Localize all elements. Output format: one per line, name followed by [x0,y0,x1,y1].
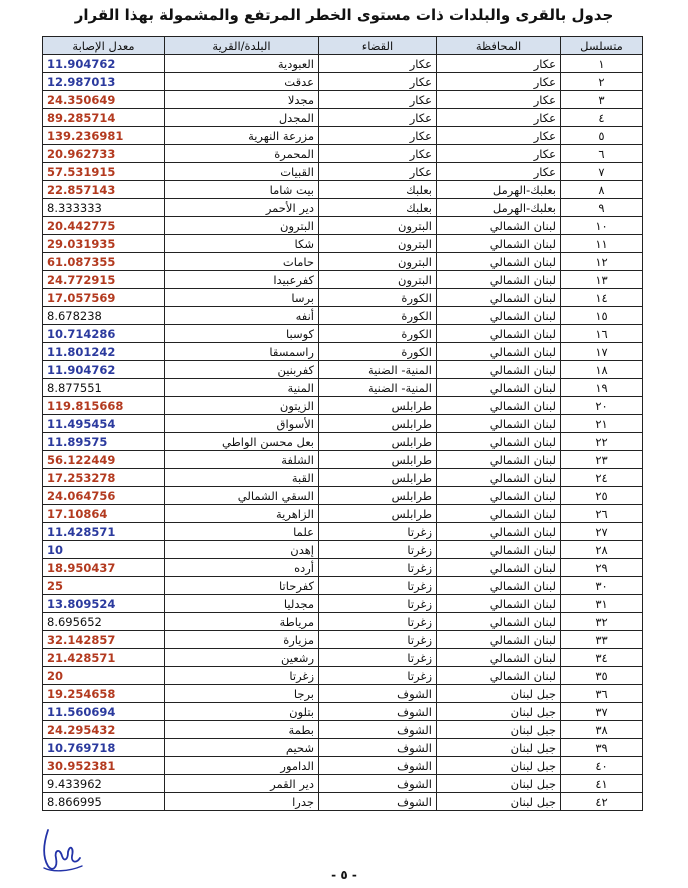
infection-rate-cell: 11.89575 [43,433,165,451]
qada-cell: طرابلس [319,505,437,523]
town-cell: كوسبا [165,325,319,343]
qada-cell: الشوف [319,793,437,811]
governorate-cell: عكار [437,163,561,181]
infection-rate-cell: 29.031935 [43,235,165,253]
qada-cell: طرابلس [319,487,437,505]
qada-cell: البترون [319,217,437,235]
governorate-cell: عكار [437,91,561,109]
qada-cell: طرابلس [319,433,437,451]
table-row [43,379,643,397]
table-row [43,235,643,253]
town-cell: عدقت [165,73,319,91]
town-cell: دير الأحمر [165,199,319,217]
infection-rate-cell: 17.253278 [43,469,165,487]
table-row [43,667,643,685]
table-row [43,127,643,145]
serial-cell: ٣٠ [561,577,643,595]
table-row [43,307,643,325]
table-row [43,505,643,523]
town-cell: مزيارة [165,631,319,649]
qada-cell: الشوف [319,703,437,721]
town-cell: المنية [165,379,319,397]
governorate-cell: لبنان الشمالي [437,235,561,253]
serial-cell: ٢٠ [561,397,643,415]
town-cell: دير القمر [165,775,319,793]
table-row [43,433,643,451]
qada-cell: البترون [319,271,437,289]
infection-rate-cell: 11.904762 [43,361,165,379]
qada-cell: عكار [319,73,437,91]
infection-rate-cell: 8.877551 [43,379,165,397]
table-row [43,721,643,739]
serial-cell: ٢٥ [561,487,643,505]
infection-rate-cell: 11.801242 [43,343,165,361]
town-cell: القبيات [165,163,319,181]
infection-rate-cell: 24.064756 [43,487,165,505]
table-row [43,415,643,433]
infection-rate-cell: 24.295432 [43,721,165,739]
qada-cell: زغرتا [319,595,437,613]
serial-cell: ٢٦ [561,505,643,523]
town-cell: برجا [165,685,319,703]
governorate-cell: عكار [437,73,561,91]
town-cell: كفرحاتا [165,577,319,595]
governorate-cell: عكار [437,127,561,145]
table-row [43,397,643,415]
qada-cell: زغرتا [319,649,437,667]
town-cell: مزرعة النهرية [165,127,319,145]
serial-cell: ٨ [561,181,643,199]
serial-cell: ٥ [561,127,643,145]
infection-rate-cell: 18.950437 [43,559,165,577]
infection-rate-cell: 119.815668 [43,397,165,415]
serial-cell: ٢٧ [561,523,643,541]
qada-cell: زغرتا [319,523,437,541]
qada-cell: الكورة [319,325,437,343]
town-cell: الشلفة [165,451,319,469]
serial-cell: ١٧ [561,343,643,361]
infection-rate-cell: 89.285714 [43,109,165,127]
qada-cell: المنية- الضنية [319,379,437,397]
table-row [43,613,643,631]
page-number: - ٥ - [331,868,357,882]
governorate-cell: لبنان الشمالي [437,307,561,325]
serial-cell: ٢٢ [561,433,643,451]
serial-cell: ١٢ [561,253,643,271]
page-title: جدول بالقرى والبلدات ذات مستوى الخطر المرتفع والمشمولة بهذا القرار [74,6,614,24]
infection-rate-cell: 17.057569 [43,289,165,307]
infection-rate-cell: 139.236981 [43,127,165,145]
header-qada: القضاء [319,37,437,55]
town-cell: زغرتا [165,667,319,685]
governorate-cell: لبنان الشمالي [437,325,561,343]
qada-cell: البترون [319,235,437,253]
governorate-cell: جبل لبنان [437,703,561,721]
governorate-cell: لبنان الشمالي [437,343,561,361]
qada-cell: زغرتا [319,559,437,577]
town-cell: أنفه [165,307,319,325]
table-row [43,73,643,91]
qada-cell: زغرتا [319,631,437,649]
serial-cell: ٣٢ [561,613,643,631]
town-cell: الزاهرية [165,505,319,523]
governorate-cell: عكار [437,109,561,127]
qada-cell: طرابلس [319,397,437,415]
qada-cell: زغرتا [319,577,437,595]
town-cell: كفربنين [165,361,319,379]
qada-cell: زغرتا [319,613,437,631]
town-cell: السقي الشمالي [165,487,319,505]
serial-cell: ٣ [561,91,643,109]
governorate-cell: جبل لبنان [437,757,561,775]
serial-cell: ٢١ [561,415,643,433]
serial-cell: ٣٤ [561,649,643,667]
governorate-cell: لبنان الشمالي [437,289,561,307]
serial-cell: ٤٢ [561,793,643,811]
table-row [43,775,643,793]
infection-rate-cell: 20.962733 [43,145,165,163]
serial-cell: ٤١ [561,775,643,793]
qada-cell: عكار [319,127,437,145]
serial-cell: ٣٩ [561,739,643,757]
governorate-cell: لبنان الشمالي [437,253,561,271]
infection-rate-cell: 9.433962 [43,775,165,793]
infection-rate-cell: 11.428571 [43,523,165,541]
town-cell: القبة [165,469,319,487]
infection-rate-cell: 57.531915 [43,163,165,181]
infection-rate-cell: 19.254658 [43,685,165,703]
infection-rate-cell: 10.714286 [43,325,165,343]
town-cell: حامات [165,253,319,271]
qada-cell: عكار [319,55,437,73]
table-body [43,55,643,811]
infection-rate-cell: 24.772915 [43,271,165,289]
qada-cell: عكار [319,91,437,109]
serial-cell: ٢ [561,73,643,91]
town-cell: جدرا [165,793,319,811]
governorate-cell: لبنان الشمالي [437,613,561,631]
town-cell: البترون [165,217,319,235]
table-row [43,109,643,127]
qada-cell: الكورة [319,289,437,307]
town-cell: مرياطة [165,613,319,631]
serial-cell: ١١ [561,235,643,253]
infection-rate-cell: 8.333333 [43,199,165,217]
qada-cell: طرابلس [319,451,437,469]
town-cell: بطمة [165,721,319,739]
governorate-cell: لبنان الشمالي [437,523,561,541]
qada-cell: زغرتا [319,667,437,685]
serial-cell: ٢٩ [561,559,643,577]
infection-rate-cell: 8.678238 [43,307,165,325]
qada-cell: المنية- الضنية [319,361,437,379]
table-row [43,451,643,469]
governorate-cell: لبنان الشمالي [437,649,561,667]
infection-rate-cell: 10.769718 [43,739,165,757]
town-cell: بعل محسن الواطي [165,433,319,451]
governorate-cell: لبنان الشمالي [437,505,561,523]
governorate-cell: لبنان الشمالي [437,379,561,397]
governorate-cell: لبنان الشمالي [437,451,561,469]
serial-cell: ٣١ [561,595,643,613]
serial-cell: ٤٠ [561,757,643,775]
governorate-cell: لبنان الشمالي [437,631,561,649]
header-town: البلدة/القرية [165,37,319,55]
town-cell: العبودية [165,55,319,73]
infection-rate-cell: 32.142857 [43,631,165,649]
table-row [43,541,643,559]
table-row [43,181,643,199]
infection-rate-cell: 56.122449 [43,451,165,469]
header-governorate: المحافظة [437,37,561,55]
governorate-cell: لبنان الشمالي [437,487,561,505]
infection-rate-cell: 11.560694 [43,703,165,721]
governorate-cell: لبنان الشمالي [437,361,561,379]
serial-cell: ٣٧ [561,703,643,721]
infection-rate-cell: 11.495454 [43,415,165,433]
qada-cell: طرابلس [319,469,437,487]
serial-cell: ١ [561,55,643,73]
serial-cell: ٣٦ [561,685,643,703]
infection-rate-cell: 20 [43,667,165,685]
town-cell: راسمسقا [165,343,319,361]
qada-cell: عكار [319,145,437,163]
serial-cell: ١٠ [561,217,643,235]
governorate-cell: لبنان الشمالي [437,667,561,685]
table-row [43,739,643,757]
table-row [43,469,643,487]
table-row [43,577,643,595]
town-cell: شحيم [165,739,319,757]
town-cell: الدامور [165,757,319,775]
town-cell: المحمرة [165,145,319,163]
table-header-row [43,37,643,55]
table-row [43,289,643,307]
serial-cell: ٢٣ [561,451,643,469]
qada-cell: بعلبك [319,181,437,199]
governorate-cell: لبنان الشمالي [437,271,561,289]
governorate-cell: لبنان الشمالي [437,541,561,559]
qada-cell: الشوف [319,757,437,775]
governorate-cell: جبل لبنان [437,793,561,811]
header-serial: متسلسل [561,37,643,55]
governorate-cell: لبنان الشمالي [437,559,561,577]
table-row [43,253,643,271]
table-row [43,595,643,613]
serial-cell: ١٣ [561,271,643,289]
serial-cell: ٣٨ [561,721,643,739]
governorate-cell: بعلبك-الهرمل [437,199,561,217]
table-row [43,91,643,109]
table-row [43,55,643,73]
governorate-cell: جبل لبنان [437,721,561,739]
infection-rate-cell: 25 [43,577,165,595]
serial-cell: ١٥ [561,307,643,325]
table-row [43,631,643,649]
serial-cell: ١٩ [561,379,643,397]
table-row [43,217,643,235]
governorate-cell: جبل لبنان [437,775,561,793]
high-risk-towns-table [42,36,643,811]
town-cell: برسا [165,289,319,307]
governorate-cell: جبل لبنان [437,685,561,703]
town-cell: بيت شاما [165,181,319,199]
qada-cell: الكورة [319,343,437,361]
governorate-cell: لبنان الشمالي [437,415,561,433]
qada-cell: البترون [319,253,437,271]
governorate-cell: لبنان الشمالي [437,469,561,487]
infection-rate-cell: 8.695652 [43,613,165,631]
header-rate: معدل الإصابة [43,37,165,55]
table-row [43,343,643,361]
governorate-cell: جبل لبنان [437,739,561,757]
qada-cell: الشوف [319,775,437,793]
qada-cell: بعلبك [319,199,437,217]
serial-cell: ٤ [561,109,643,127]
infection-rate-cell: 20.442775 [43,217,165,235]
town-cell: كفرعبيدا [165,271,319,289]
town-cell: شكا [165,235,319,253]
infection-rate-cell: 8.866995 [43,793,165,811]
table-row [43,145,643,163]
infection-rate-cell: 30.952381 [43,757,165,775]
infection-rate-cell: 21.428571 [43,649,165,667]
serial-cell: ٢٨ [561,541,643,559]
serial-cell: ١٨ [561,361,643,379]
infection-rate-cell: 17.10864 [43,505,165,523]
governorate-cell: لبنان الشمالي [437,595,561,613]
town-cell: بتلون [165,703,319,721]
town-cell: رشعين [165,649,319,667]
table-row [43,685,643,703]
governorate-cell: بعلبك-الهرمل [437,181,561,199]
town-cell: الأسواق [165,415,319,433]
serial-cell: ٦ [561,145,643,163]
serial-cell: ٣٣ [561,631,643,649]
infection-rate-cell: 11.904762 [43,55,165,73]
qada-cell: الشوف [319,739,437,757]
town-cell: الزيتون [165,397,319,415]
qada-cell: طرابلس [319,415,437,433]
table-row [43,487,643,505]
governorate-cell: لبنان الشمالي [437,217,561,235]
infection-rate-cell: 61.087355 [43,253,165,271]
infection-rate-cell: 10 [43,541,165,559]
table-row [43,271,643,289]
table-row [43,523,643,541]
table-row [43,757,643,775]
town-cell: مجدليا [165,595,319,613]
governorate-cell: لبنان الشمالي [437,577,561,595]
qada-cell: عكار [319,163,437,181]
serial-cell: ١٤ [561,289,643,307]
serial-cell: ٣٥ [561,667,643,685]
qada-cell: الكورة [319,307,437,325]
governorate-cell: عكار [437,55,561,73]
infection-rate-cell: 12.987013 [43,73,165,91]
serial-cell: ٩ [561,199,643,217]
infection-rate-cell: 13.809524 [43,595,165,613]
table-row [43,361,643,379]
table-row [43,649,643,667]
serial-cell: ١٦ [561,325,643,343]
governorate-cell: لبنان الشمالي [437,433,561,451]
table-row [43,199,643,217]
town-cell: المجدل [165,109,319,127]
serial-cell: ٢٤ [561,469,643,487]
serial-cell: ٧ [561,163,643,181]
governorate-cell: عكار [437,145,561,163]
governorate-cell: لبنان الشمالي [437,397,561,415]
infection-rate-cell: 24.350649 [43,91,165,109]
town-cell: مجدلا [165,91,319,109]
qada-cell: الشوف [319,685,437,703]
town-cell: أرده [165,559,319,577]
table-row [43,703,643,721]
town-cell: إهدن [165,541,319,559]
qada-cell: الشوف [319,721,437,739]
table-row [43,163,643,181]
infection-rate-cell: 22.857143 [43,181,165,199]
table-row [43,793,643,811]
qada-cell: زغرتا [319,541,437,559]
town-cell: علما [165,523,319,541]
table-row [43,559,643,577]
qada-cell: عكار [319,109,437,127]
table-row [43,325,643,343]
